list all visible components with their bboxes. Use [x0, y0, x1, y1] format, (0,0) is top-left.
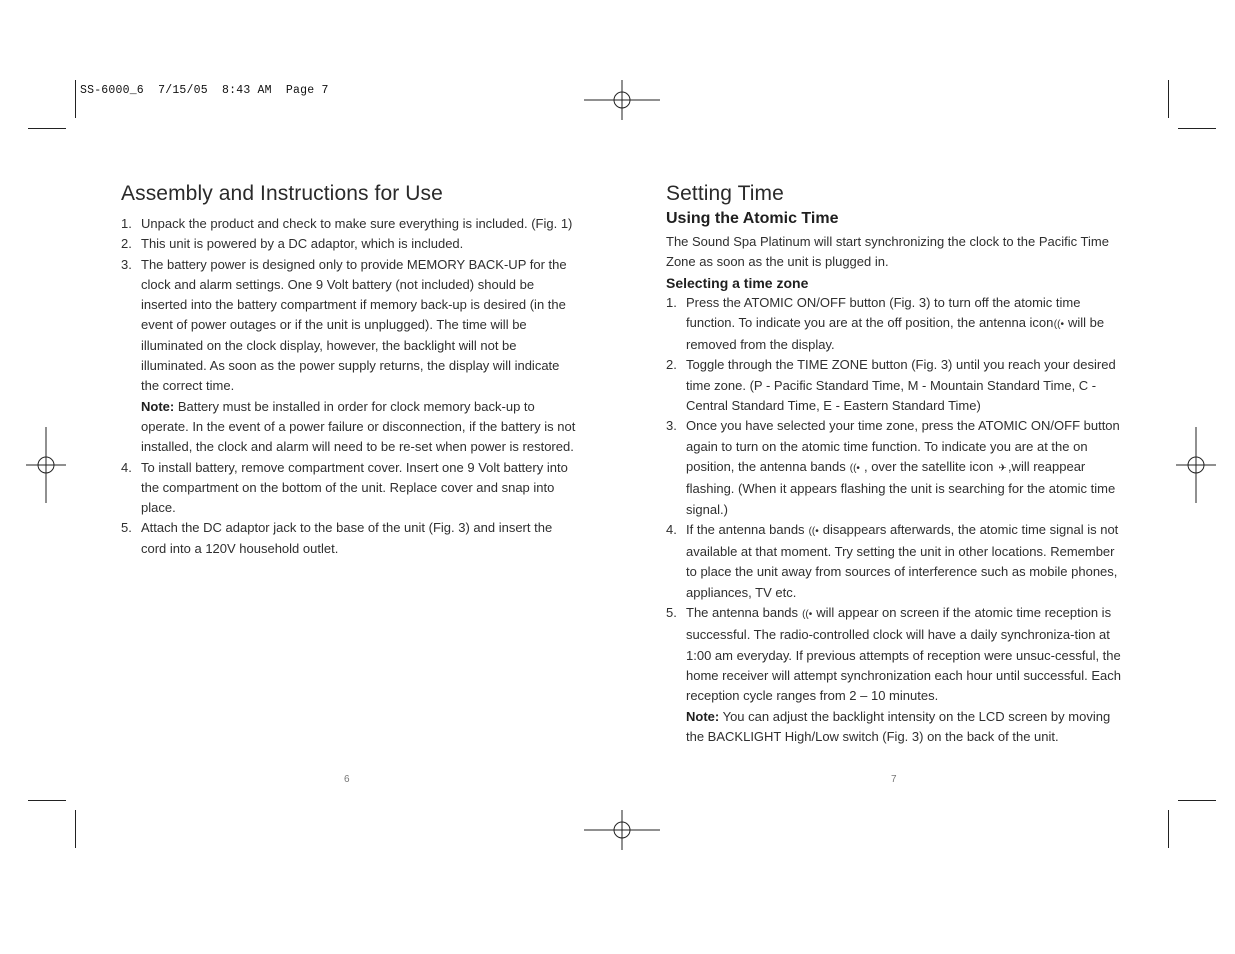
antenna-bands-icon: ((• — [808, 525, 819, 537]
right-page-title: Setting Time — [666, 182, 784, 205]
step-number: 4. — [121, 459, 132, 475]
step-text: The antenna bands — [686, 605, 802, 621]
step-text: This unit is powered by a DC adaptor, which is included. — [141, 236, 464, 252]
list-item — [121, 458, 581, 519]
list-item — [666, 520, 1128, 603]
step-text: Press the ATOMIC ON/OFF button (Fig. 3) to turn off the atomic time function. To indicate you are at the off position, the antenna icon — [686, 294, 1081, 330]
left-page-title: Assembly and Instructions for Use — [121, 182, 443, 205]
antenna-bands-icon: ((• — [849, 462, 860, 474]
note-label: Note: — [141, 398, 175, 414]
list-item — [121, 518, 581, 559]
note-text: Battery must be installed in order for clock memory back-up to operate. In the event of a power failure or disconnection, if the battery is not installed, the clock and alarm will need to be re-set when power is restored. — [141, 398, 576, 455]
step-number: 5. — [666, 605, 677, 621]
step-text: ,will reappear flashing. (When it appears flashing the unit is searching for the atomic time signal.) — [686, 458, 1116, 517]
step-number: 5. — [121, 520, 132, 536]
registration-mark-icon — [584, 810, 660, 850]
antenna-bands-icon: ((• — [802, 609, 813, 621]
right-page — [666, 180, 1128, 747]
section-heading: Using the Atomic Time — [666, 210, 839, 227]
list-item — [121, 214, 581, 234]
step-text: Attach the DC adaptor jack to the base of the unit (Fig. 3) and insert the cord into a 120V household outlet. — [141, 520, 553, 556]
step-number: 1. — [121, 216, 132, 231]
subsection-heading: Selecting a time zone — [666, 274, 809, 291]
step-text: If the antenna bands — [686, 521, 809, 537]
step-text: Toggle through the TIME ZONE button (Fig. 3) until you reach your desired time zone. (P - Pacific Standard Time, M - Mountain Standard Time, C - Central Standard Time, E - Eastern Standard Time) — [686, 357, 1116, 414]
note-text: You can adjust the backlight intensity on the LCD screen by moving the BACKLIGHT High/Low switch (Fig. 3) on the back of the unit. — [686, 708, 1111, 744]
step-text: will appear on screen if the atomic time reception is successful. The radio-controlled clock will have a daily synchroniza-tion at 1:00 am everyday. If previous attempts of reception were unsuc-cessful, the home receiver will attempt synchronization each hour until successful. Each reception cycle ranges from 2 – 10 minutes. — [686, 605, 1121, 704]
crop-mark — [1178, 800, 1216, 801]
list-item — [666, 293, 1128, 356]
left-page — [121, 180, 581, 559]
crop-mark — [28, 128, 66, 129]
crop-mark — [1168, 810, 1169, 848]
crop-mark — [1168, 80, 1169, 118]
time-zone-steps — [666, 293, 1128, 748]
list-item — [121, 255, 581, 458]
registration-mark-icon — [1176, 427, 1216, 503]
list-item — [121, 234, 581, 254]
crop-mark — [1178, 128, 1216, 129]
page-number: 6 — [344, 774, 350, 785]
intro-paragraph: The Sound Spa Platinum will start synchronizing the clock to the Pacific Time Zone as soon as the unit is plugged in. — [666, 234, 1109, 270]
step-number: 4. — [666, 521, 677, 537]
step-text: Unpack the product and check to make sure everything is included. (Fig. 1) — [141, 216, 573, 231]
antenna-icon: ((• — [1053, 318, 1064, 330]
crop-mark — [28, 800, 66, 801]
step-text: The battery power is designed only to provide MEMORY BACK-UP for the clock and alarm settings. One 9 Volt battery (not included) should be inserted into the battery compartment if memory back-up is desired (in the event of power outages or if the unit is unplugged). The time will be illuminated on the clock display, however, the backlight will not be illuminated. As soon as the power supply returns, the display will indicate the correct time. — [141, 256, 567, 394]
satellite-icon: ✈ — [998, 462, 1007, 474]
page-number: 7 — [891, 774, 897, 785]
step-number: 3. — [121, 256, 132, 272]
step-number: 1. — [666, 294, 677, 310]
crop-mark — [75, 810, 76, 848]
list-item — [666, 416, 1128, 519]
print-slug: SS-6000_6 7/15/05 8:43 AM Page 7 — [80, 84, 329, 97]
step-text: , over the satellite icon — [860, 458, 997, 474]
assembly-steps — [121, 214, 581, 559]
step-number: 2. — [121, 236, 132, 252]
step-text: Once you have selected your time zone, press the ATOMIC ON/OFF button again to turn on the atomic time function. To indicate you are at the on position, the antenna bands — [686, 418, 1120, 474]
step-number: 2. — [666, 357, 677, 373]
list-item — [666, 355, 1128, 416]
step-number: 3. — [666, 418, 677, 434]
step-text: disappears afterwards, the atomic time signal is not available at that moment. Try setting the unit in other locations. Remember to place the unit away from sources of interference such as mobile phones, appliances, TV etc. — [686, 521, 1119, 600]
list-item — [666, 603, 1128, 747]
step-text: To install battery, remove compartment cover. Insert one 9 Volt battery into the compartment on the bottom of the unit. Replace cover and snap into place. — [141, 459, 568, 516]
note-label: Note: — [686, 708, 720, 724]
step-text: will be removed from the display. — [686, 314, 1105, 353]
crop-mark — [75, 80, 76, 118]
registration-mark-icon — [584, 80, 660, 120]
registration-mark-icon — [26, 427, 66, 503]
